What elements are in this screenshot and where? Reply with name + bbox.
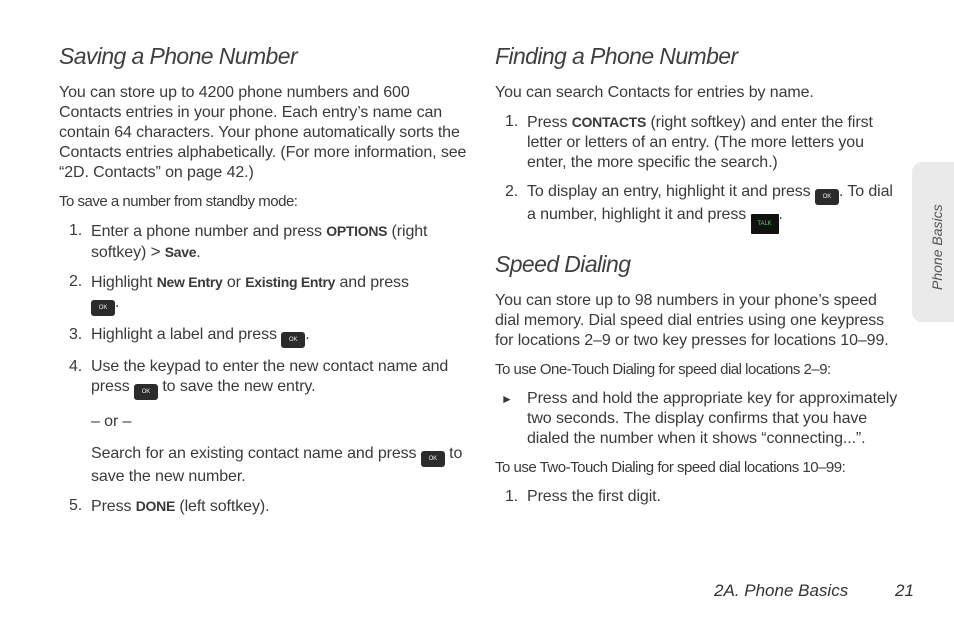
saving-steps (59, 221, 469, 517)
list-item: 3. Highlight a label and press OK . (59, 325, 469, 348)
save-menu-label: Save (164, 244, 197, 260)
list-item: 1. Press CONTACTS (right softkey) and enter the first letter or letters of an entry. (The more letters you enter, the more specific the search.) (505, 113, 873, 171)
list-item: 1. Enter a phone number and press OPTIONS (right softkey) > Save. (69, 222, 428, 261)
speed-dial-intro: You can store up to 98 numbers in your phone’s speed dial memory. Dial speed dial entries using one keypress for locations 2–9 or two key presses for locations 10–99. (495, 292, 889, 349)
two-touch-lead: To use Two-Touch Dialing for speed dial locations 10–99: (495, 459, 846, 476)
ok-key-icon: OK (421, 451, 445, 467)
step-alternative: Search for an existing contact name and press OK to save the new number. (91, 445, 463, 485)
list-item: 5. Press DONE (left softkey). (69, 497, 270, 515)
side-tab (912, 162, 954, 322)
right-column (495, 40, 905, 516)
ok-key-icon: OK (815, 189, 839, 205)
list-item: 4. Use the keypad to enter the new contact name and press OK to save the new entry. – or – Search for an existing contact name and press OK to save the new number. (59, 357, 469, 487)
section-title-speed-dialing: Speed Dialing (495, 251, 631, 277)
saving-lead: To save a number from standby mode: (59, 193, 298, 210)
one-touch-lead: To use One-Touch Dialing for speed dial locations 2–9: (495, 361, 831, 378)
list-item: 2. Highlight New Entry or Existing Entry and press OK . (59, 272, 469, 316)
ok-key-icon: OK (281, 332, 305, 348)
saving-intro: You can store up to 4200 phone numbers and 600 Contacts entries in your phone. Each entry’s name can contain 64 characters. Your phone automatically sorts the Contacts entries alphabetically. (For more information, see “2D. Contacts” on page 42.) (59, 84, 467, 181)
section-title-saving: Saving a Phone Number (59, 43, 297, 69)
or-separator: – or – (91, 413, 132, 430)
list-item: 2. To display an entry, highlight it and press OK . To dial a number, highlight it and press TALK. (495, 182, 905, 234)
side-tab-label: Phone Basics (929, 204, 945, 290)
contacts-softkey-label: CONTACTS (571, 114, 647, 130)
options-softkey-label: OPTIONS (326, 223, 388, 239)
page-number: 21 (895, 581, 914, 600)
list-item: 1. Press the first digit. (505, 488, 661, 505)
ok-key-icon: OK (134, 384, 158, 400)
new-entry-label: New Entry (156, 274, 223, 290)
finding-intro: You can search Contacts for entries by name. (495, 84, 814, 101)
done-softkey-label: DONE (135, 498, 175, 514)
footer-section: 2A. Phone Basics (714, 581, 849, 600)
list-item: ► Press and hold the appropriate key for approximately two seconds. The display confirms that you have dialed the number when it shows “connecting...”. (501, 390, 898, 447)
finding-steps (495, 112, 905, 234)
two-touch-steps (495, 487, 905, 507)
section-title-finding: Finding a Phone Number (495, 43, 738, 69)
ok-key-icon: OK (91, 300, 115, 316)
one-touch-bullets (495, 389, 905, 449)
left-column (59, 40, 469, 526)
talk-key-icon: TALK (751, 214, 779, 234)
bullet-triangle-icon: ► (501, 392, 513, 406)
existing-entry-label: Existing Entry (245, 274, 336, 290)
